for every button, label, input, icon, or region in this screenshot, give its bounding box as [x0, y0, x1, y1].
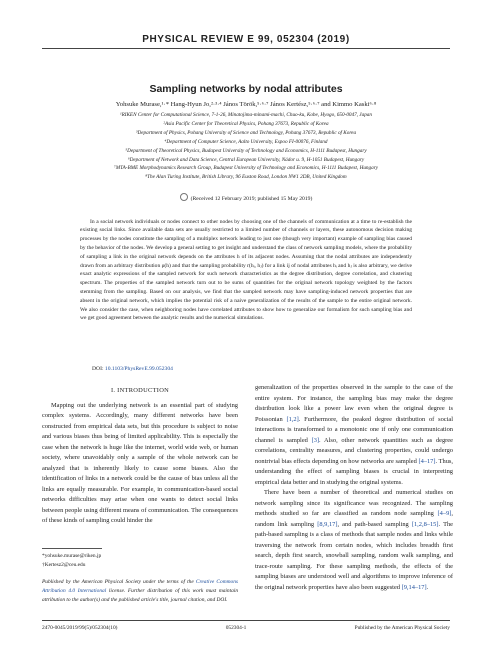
affiliation: ⁸The Alan Turing Institute, British Library, 96 Euston Road, London NW1 2DB, United Kingdom — [145, 174, 347, 181]
affiliation: ⁴Department of Computer Science, Aalto University, Espoo FI-00076, Finland — [164, 138, 328, 145]
paper-title: Sampling networks by nodal attributes — [149, 83, 343, 95]
text-run: There have been a number of theoretical and numerical studies on network sampling since its significance was recognized. The sampling methods studied so far are classified as random node sampling — [255, 489, 453, 517]
affiliation: ¹RIKEN Center for Computational Science, 7-1-26, Minatojima-minami-machi, Chuo-ku, Kobe, Hyogo, 650-0047, Japan — [120, 112, 372, 118]
intro-paragraph: Mapping out the underlying network is an essential part of studying complex systems. Accordingly, many different networks have been constructed from empirical data sets, but this procedure is subject to noise and various biases thus being of limited applicability. This is especially the case when the network is huge like the internet, world wide web, or human society, where unavoidably only a sample of the whole network can be analyzed that is inherently likely to cause some biases. Also the identification of links in a network could be the cause of bias unless all the links are equally measurable. For example, in communication-based social networks difficulties may arise when one wants to detect social links between people using different means of communication. The consequences of these kinds of sampling could hinder the — [42, 401, 238, 524]
affiliations — [44, 111, 448, 182]
doi-link[interactable]: 10.1103/PhysRevE.99.052304 — [104, 366, 173, 372]
citation-link[interactable]: [8,9,17] — [317, 520, 338, 528]
doi-label: DOI: — [92, 366, 104, 372]
citation-link[interactable]: [4–17] — [418, 457, 436, 465]
affiliation: ²Asia Pacific Center for Theoretical Physics, Pohang 37673, Republic of Korea — [163, 120, 329, 127]
page-number: 052304-1 — [225, 625, 247, 631]
doi-line — [92, 366, 173, 372]
text-run: . — [426, 583, 429, 591]
affiliation: ⁵Department of Theoretical Physics, Budapest University of Technology and Economics, H-1111 Budapest, Hungary — [125, 147, 367, 154]
text-run: generalization of the properties observed in the sample to the case of the entire system. For instance, the sampling bias may make the degree distribution look like a power law even when the original degree is Poissonian — [255, 384, 453, 423]
footnote-email[interactable]: *yohsuke.murase@riken.jp — [42, 553, 102, 559]
section-heading: I. INTRODUCTION — [110, 387, 170, 394]
text-run: , and path-based sampling — [337, 520, 412, 528]
text-run: Published by the American Physical Society under the terms of the — [42, 579, 196, 586]
footer-rule — [42, 620, 450, 621]
affiliation: ⁶Department of Network and Data Science, Central European University, Nádor u. 9, H-1051 Budapest, Hungary — [127, 156, 365, 163]
text-run: . Furthermore, the peaked degree distribution of social interactions is transformed to a monotonic one if only one communication channel is sampled — [255, 415, 453, 444]
right-column — [255, 383, 453, 593]
citation-link[interactable]: [3] — [311, 436, 320, 444]
license-note — [42, 578, 238, 604]
affiliation: ⁷MTA-BME Morphodynamics Research Group, Budapest University of Technology and Economics, H-1111 Budapest, Hungary — [113, 165, 379, 172]
citation-link[interactable]: [1,2] — [286, 415, 299, 423]
footer-issn: 2470-0045/2019/99(5)/052304(10) — [42, 625, 118, 631]
license-link[interactable]: Creative Commons Attribution 4.0 International — [42, 579, 238, 595]
page-footer — [42, 625, 450, 631]
intro-paragraph-continued — [255, 383, 453, 488]
journal-header: PHYSICAL REVIEW E 99, 052304 (2019) — [142, 34, 350, 45]
received-dates — [0, 193, 492, 202]
text-run: license. Further distribution of this work must maintain attribution to the author(s) and the published article's title, journal citation, and DOI. — [42, 588, 239, 603]
header-rule — [42, 48, 450, 49]
footnotes — [42, 548, 238, 605]
crossmark-icon[interactable] — [180, 193, 188, 201]
abstract: In a social network individuals or nodes connect to other nodes by choosing one of the channels of communication at a time to re-establish the existing social links. Since available data sets are usually restricted to a limited number of channels or layers, these autonomous decision making processes by the nodes constitute the sampling of a multiplex network leading to just one (though very important) example of sampling bias caused by the behavior of the nodes. We develop a general setting to get insight and understand the class of network sampling models, where the probability of sampling a link in the original network depends on the attributes h of its adjacent nodes. Assuming that the nodal attributes are independently drawn from an arbitrary distribution ρ(h) and that the sampling probability r(hᵢ, hⱼ) for a link ij of nodal attributes hᵢ and hⱼ is also arbitrary, we derive exact analytic expressions of the sampled network for such network characteristics as the degree distribution, degree correlation, and clustering spectrum. The properties of the sampled network turn out to be sums of quantities for the original network topology weighted by the factors stemming from the sampling. Based on our analysis, we find that the sampled network may have sampling-induced network properties that are absent in the original network, which implies the potential risk of a naive generalization of the results of the sample to the entire original network. We also consider the case, when neighboring nodes have correlated attributes to show how to generalize our formalism for such sampling bias and we get good agreement between the analytic results and the numerical simulations. — [80, 218, 412, 322]
intro-paragraph — [255, 488, 453, 593]
affiliation: ³Department of Physics, Pohang University of Science and Technology, Pohang 37673, Republic of Korea — [135, 129, 357, 136]
author-list: Yohsuke Murase,¹·* Hang-Hyun Jo,²·³·⁴ János Török,⁵·⁶·⁷ János Kertész,⁵·⁶·⁷ and Kimmo Kaski⁶·⁸ — [115, 101, 377, 108]
citation-link[interactable]: [9,14–17] — [401, 583, 427, 591]
footer-publisher: Published by the American Physical Society — [354, 625, 450, 631]
footnote-rule — [42, 548, 102, 549]
text-run: , random link sampling — [255, 510, 453, 528]
footnote-email[interactable]: †Kertesz2@ceu.edu — [42, 561, 86, 568]
text-run: . Also, other network quantities such as degree correlations, centrality measures, and clustering properties, could undergo nontrivial bias effects depending on how networks are sampled — [255, 436, 453, 465]
received-text: (Received 12 February 2019; published 15 May 2019) — [190, 196, 313, 202]
left-column — [42, 386, 238, 527]
citation-link[interactable]: [4–9] — [437, 510, 452, 517]
text-run: . Thus, understanding the effect of sampling biases is crucial in interpreting empirical data better and in studying the original systems. — [255, 457, 453, 486]
citation-link[interactable]: [1,2,8–15] — [411, 520, 439, 528]
text-run: . The path-based sampling is a class of methods that sample nodes and links while traversing the network from certain nodes, which includes breadth first search, depth first search, snowball sampling, random walk sampling, and trace-route sampling. For these sampling methods, the effects of the sampling biases are understood well and algorithms to improve inference of the original network properties have also been suggested — [255, 520, 454, 591]
